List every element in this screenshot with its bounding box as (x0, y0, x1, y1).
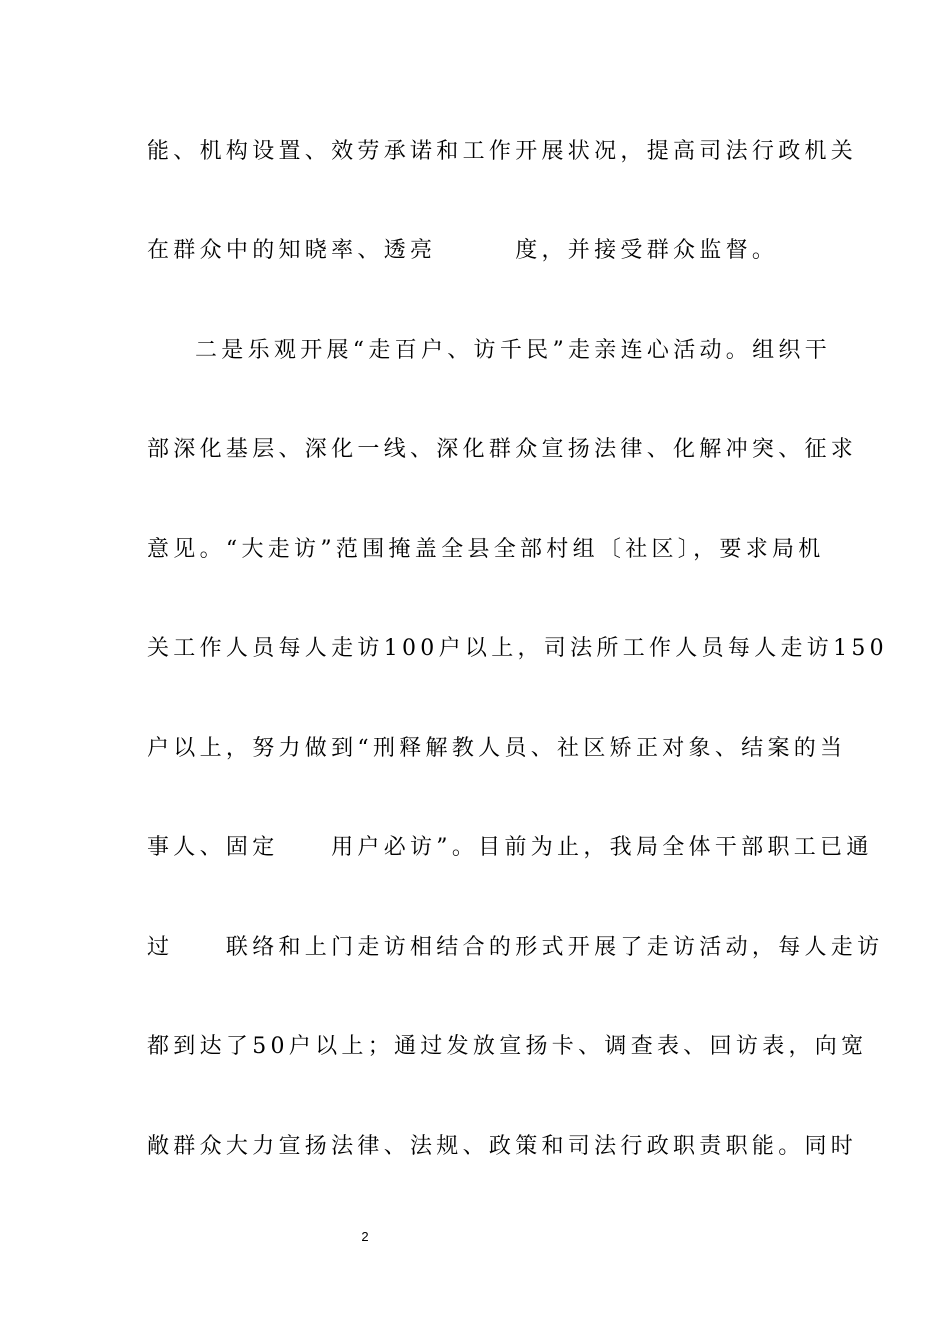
text-line-11: 敞群众大力宣扬法律、法规、政策和司法行政职责职能。同时 (147, 1134, 858, 1159)
page-number: 2 (361, 1229, 369, 1244)
text-line-8: 事人、固定 用户必访”。目前为止，我局全体干部职工已通 (147, 835, 873, 860)
text-line-9: 过 联络和上门走访相结合的形式开展了走访活动，每人走访 (147, 935, 884, 960)
text-line-2: 在群众中的知晓率、透亮 度，并接受群众监督。 (147, 238, 779, 263)
text-line-3: 二是乐观开展“走百户、访千民”走亲连心活动。组织干 (195, 338, 831, 363)
text-line-7: 户以上，努力做到“刑释解教人员、社区矫正对象、结案的当 (147, 736, 847, 761)
text-line-1: 能、机构设置、效劳承诺和工作开展状况，提高司法行政机关 (147, 139, 858, 164)
text-line-6: 关工作人员每人走访100户以上，司法所工作人员每人走访150 (147, 636, 888, 661)
text-line-4: 部深化基层、深化一线、深化群众宣扬法律、化解冲突、征求 (147, 437, 858, 462)
text-line-10: 都到达了50户以上；通过发放宣扬卡、调查表、回访表，向宽 (147, 1034, 868, 1059)
text-line-5: 意见。“大走访”范围掩盖全县全部村组〔社区〕，要求局机 (147, 537, 825, 562)
